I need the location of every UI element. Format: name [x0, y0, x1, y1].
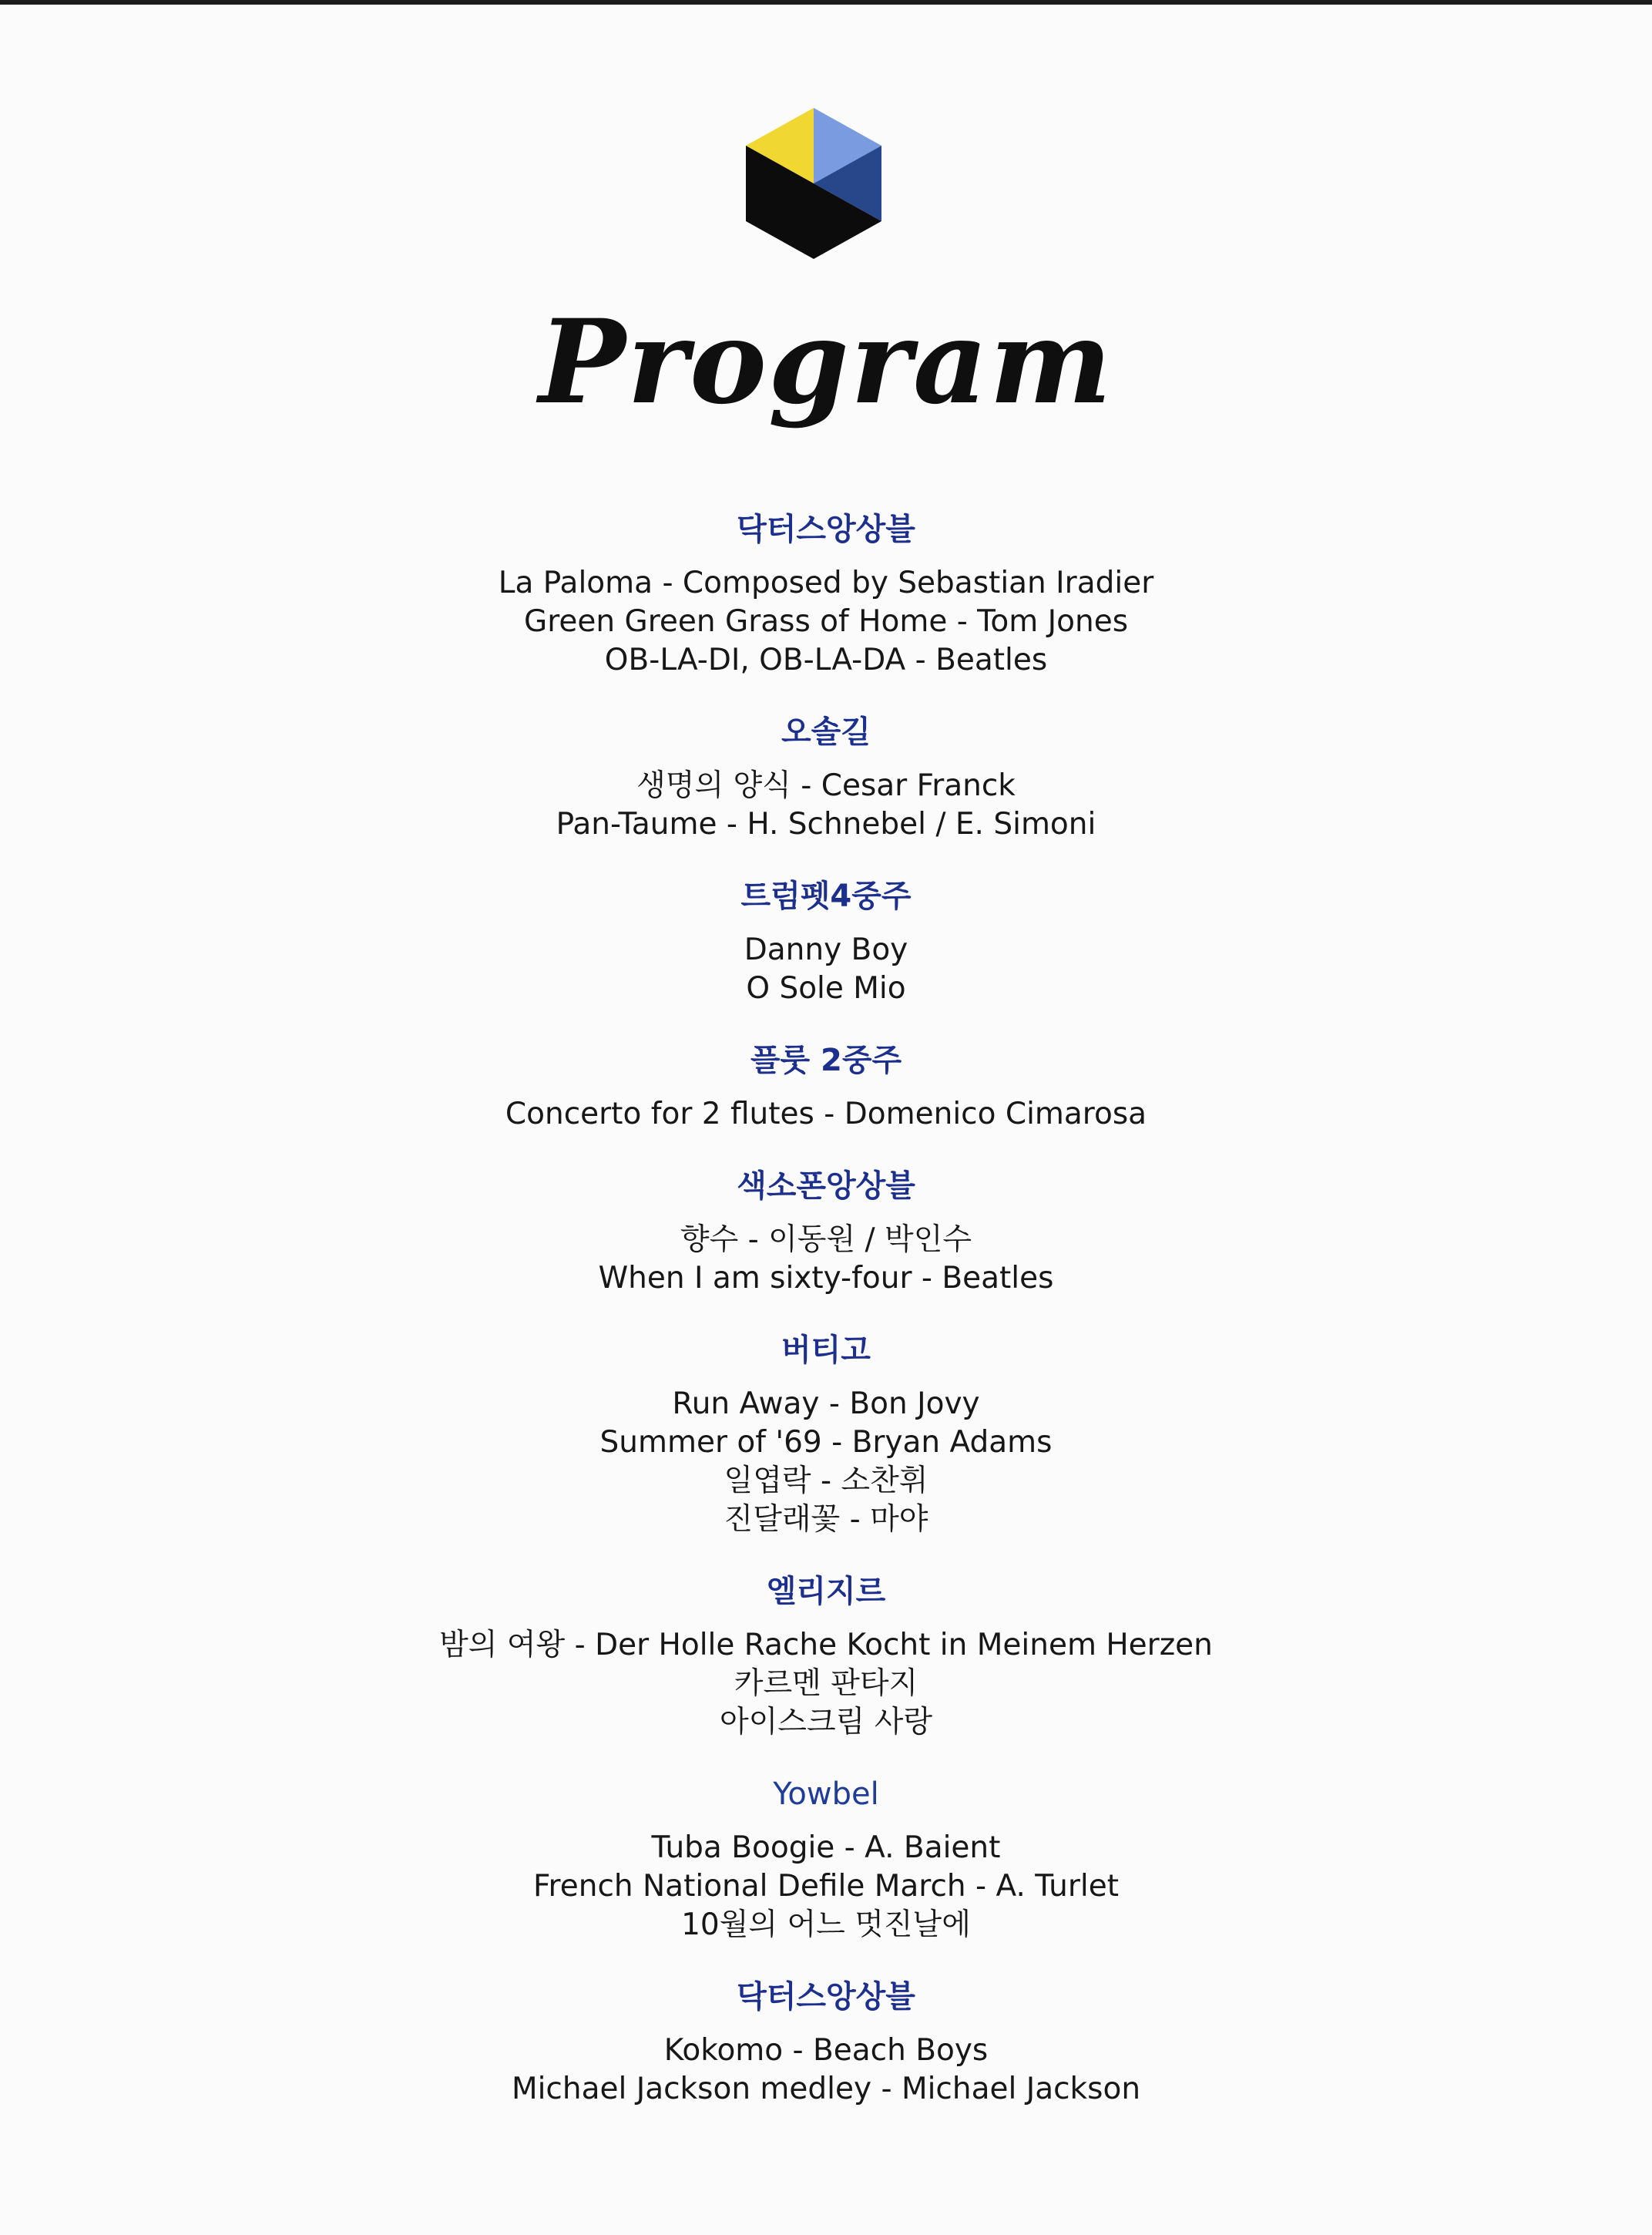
program-item: Summer of '69 - Bryan Adams — [599, 1425, 1053, 1460]
program-item: La Paloma - Composed by Sebastian Iradier — [498, 566, 1154, 600]
section-title: 닥터스앙상블 — [737, 512, 915, 547]
section-spacer — [0, 1008, 1652, 1041]
section-title: 트럼펫4중주 — [740, 879, 912, 914]
program-item: French National Defile March - A. Turlet — [532, 1869, 1120, 1904]
program-item: 밤의 여왕 - Der Holle Rache Kocht in Meinem Herzen — [439, 1628, 1213, 1662]
program-item: 일엽락 - 소찬휘 — [724, 1464, 928, 1498]
program-section — [0, 877, 1652, 1008]
section-spacer — [0, 844, 1652, 877]
section-items — [0, 1829, 1652, 1944]
program-item: Tuba Boogie - A. Baient — [651, 1830, 1001, 1865]
section-title: Yowbel — [773, 1776, 879, 1812]
program-section — [0, 713, 1652, 844]
program-item: O Sole Mio — [746, 971, 906, 1006]
section-items — [0, 1385, 1652, 1539]
section-spacer — [0, 680, 1652, 713]
section-items — [0, 2032, 1652, 2109]
top-border-rule — [0, 0, 1652, 5]
program-section — [0, 1331, 1652, 1539]
program-item: 아이스크림 사랑 — [719, 1705, 933, 1739]
program-item: Michael Jackson medley - Michael Jackson — [511, 2072, 1141, 2106]
program-item: 카르멘 판타지 — [734, 1666, 918, 1701]
program-section — [0, 1775, 1652, 1944]
section-title: 엘리지르 — [766, 1574, 886, 1609]
program-section — [0, 1167, 1652, 1298]
section-items — [0, 767, 1652, 844]
program-section — [0, 510, 1652, 680]
program-section — [0, 1572, 1652, 1742]
section-items — [0, 564, 1652, 680]
section-spacer — [0, 1944, 1652, 1978]
program-item: Danny Boy — [744, 933, 908, 967]
section-spacer — [0, 1539, 1652, 1572]
program-item: OB-LA-DI, OB-LA-DA - Beatles — [604, 643, 1048, 677]
program-item: Run Away - Bon Jovy — [672, 1386, 980, 1421]
program-section — [0, 1978, 1652, 2109]
section-spacer — [0, 1134, 1652, 1167]
section-title: 색소폰앙상블 — [737, 1168, 915, 1204]
program-item: 생명의 양식 - Cesar Franck — [636, 768, 1016, 803]
program-list — [0, 510, 1652, 2109]
section-title: 버티고 — [781, 1333, 871, 1368]
section-spacer — [0, 1298, 1652, 1331]
program-item: Pan-Taume - H. Schnebel / E. Simoni — [556, 807, 1096, 842]
program-item: When I am sixty-four - Beatles — [598, 1261, 1054, 1296]
section-spacer — [0, 1742, 1652, 1775]
program-item: Concerto for 2 flutes - Domenico Cimarosa — [505, 1097, 1147, 1131]
program-item: 진달래꽃 - 마야 — [724, 1502, 928, 1537]
program-title: Program — [539, 294, 1113, 430]
program-item: 향수 - 이동원 / 박인수 — [680, 1222, 972, 1257]
section-items — [0, 1626, 1652, 1742]
hexagon-cube-logo — [746, 108, 881, 259]
program-item: Kokomo - Beach Boys — [663, 2033, 989, 2068]
section-title: 플룻 2중주 — [750, 1043, 902, 1078]
section-items — [0, 1221, 1652, 1298]
section-title: 오솔길 — [781, 714, 871, 750]
program-section — [0, 1041, 1652, 1134]
section-items — [0, 1095, 1652, 1134]
program-item: 10월의 어느 멋진날에 — [681, 1907, 971, 1942]
section-title: 닥터스앙상블 — [737, 1979, 915, 2015]
program-item: Green Green Grass of Home - Tom Jones — [523, 604, 1129, 639]
section-items — [0, 931, 1652, 1008]
